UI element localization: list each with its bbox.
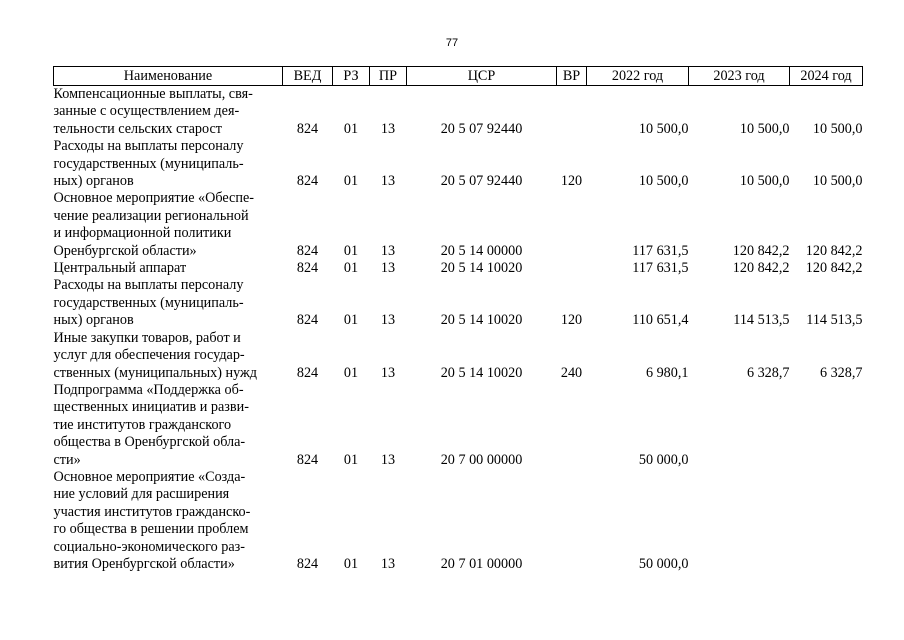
amount-2022-cell: 10 500,0 [638, 173, 689, 190]
amount-2022-cell: 110 651,4 [632, 312, 689, 329]
header-2022: 2022 год [587, 67, 689, 86]
csr-cell: 20 5 14 00000 [440, 242, 523, 259]
ved-cell: 824 [296, 555, 319, 572]
pr-cell: 13 [380, 120, 396, 137]
amount-2024-cell: 6 328,7 [819, 364, 863, 381]
item-name-cell [54, 330, 283, 382]
item-name-cell [54, 190, 283, 260]
header-csr: ЦСР [407, 67, 557, 86]
amount-2023-cell: 114 513,5 [733, 312, 790, 329]
pr-cell: 13 [380, 451, 396, 468]
page-number: 77 [445, 37, 459, 49]
item-name-line: чение реализации региональной [53, 207, 249, 224]
ved-cell: 824 [296, 120, 319, 137]
amount-2023-cell: 120 842,2 [732, 260, 790, 277]
amount-2024-cell [790, 382, 863, 469]
csr-cell: 20 5 14 10020 [440, 312, 523, 329]
vr-cell: 240 [560, 364, 583, 381]
vr-cell [557, 469, 587, 573]
amount-2022-cell: 50 000,0 [638, 555, 689, 572]
rz-cell: 01 [343, 364, 359, 381]
item-name-line: и информационной политики [53, 225, 232, 242]
vr-cell [557, 86, 587, 139]
table-row [54, 138, 863, 190]
item-name-line: Оренбургской области» [53, 242, 197, 259]
amount-2023-cell: 6 328,7 [746, 364, 790, 381]
rz-cell: 01 [343, 555, 359, 572]
header-2023: 2023 год [689, 67, 790, 86]
rz-cell: 01 [343, 260, 359, 277]
csr-cell: 20 5 14 10020 [440, 260, 523, 277]
amount-2024-cell: 114 513,5 [806, 312, 863, 329]
amount-2024-cell: 120 842,2 [805, 242, 863, 259]
amount-2024-cell: 10 500,0 [812, 120, 863, 137]
item-name-line: Расходы на выплаты персоналу [53, 277, 244, 294]
pr-cell: 13 [380, 173, 396, 190]
amount-2024-cell: 120 842,2 [805, 260, 863, 277]
item-name-line: Иные закупки товаров, работ и [53, 329, 241, 346]
item-name-line: государственных (муниципаль- [53, 294, 244, 311]
vr-cell [557, 382, 587, 469]
ved-cell: 824 [296, 451, 319, 468]
amount-2024-cell: 10 500,0 [812, 173, 863, 190]
table-body [54, 86, 863, 574]
item-name-line: Расходы на выплаты персоналу [53, 138, 244, 155]
amount-2022-cell: 6 980,1 [645, 364, 689, 381]
header-name: Наименование [54, 67, 283, 86]
vr-cell: 120 [560, 312, 583, 329]
amount-2022-cell: 117 631,5 [632, 260, 689, 277]
csr-cell: 20 7 00 00000 [440, 451, 523, 468]
rz-cell: 01 [343, 173, 359, 190]
item-name-cell [54, 469, 283, 573]
header-vr: ВР [557, 67, 587, 86]
table-row [54, 190, 863, 260]
table-row [54, 330, 863, 382]
amount-2023-cell [689, 382, 790, 469]
header-rz: РЗ [333, 67, 370, 86]
rz-cell: 01 [343, 312, 359, 329]
amount-2024-cell [790, 469, 863, 573]
item-name-cell [54, 260, 283, 277]
item-name-line: тельности сельских старост [53, 120, 222, 137]
item-name-line: Центральный аппарат [53, 260, 187, 277]
table-row [54, 260, 863, 277]
amount-2023-cell: 10 500,0 [739, 120, 790, 137]
item-name-line: ственных (муниципальных) нужд [53, 364, 258, 381]
table-row [54, 277, 863, 329]
item-name-line: социально-экономического раз- [53, 538, 245, 555]
item-name-line: ных) органов [53, 312, 134, 329]
amount-2022-cell: 50 000,0 [638, 451, 689, 468]
item-name-line: тие институтов гражданского [53, 416, 232, 433]
amount-2022-cell: 117 631,5 [632, 242, 689, 259]
item-name-cell [54, 86, 283, 139]
item-name-line: ных) органов [53, 173, 134, 190]
rz-cell: 01 [343, 451, 359, 468]
header-ved: ВЕД [283, 67, 333, 86]
header-2024: 2024 год [790, 67, 863, 86]
item-name-line: Основное мероприятие «Созда- [53, 468, 246, 485]
item-name-line: услуг для обеспечения государ- [53, 347, 245, 364]
rz-cell: 01 [343, 242, 359, 259]
rz-cell: 01 [343, 120, 359, 137]
amount-2023-cell [689, 469, 790, 573]
pr-cell: 13 [380, 364, 396, 381]
header-pr: ПР [370, 67, 407, 86]
item-name-cell [54, 138, 283, 190]
ved-cell: 824 [296, 312, 319, 329]
pr-cell: 13 [380, 242, 396, 259]
budget-table [53, 66, 863, 573]
vr-cell: 120 [560, 173, 583, 190]
pr-cell: 13 [380, 555, 396, 572]
item-name-line: Компенсационные выплаты, свя- [53, 86, 253, 102]
amount-2023-cell: 120 842,2 [732, 242, 790, 259]
item-name-line: Подпрограмма «Поддержка об- [53, 381, 244, 398]
vr-cell [557, 260, 587, 277]
item-name-line: щественных инициатив и разви- [53, 399, 249, 416]
item-name-cell [54, 382, 283, 469]
item-name-line: государственных (муниципаль- [53, 155, 244, 172]
pr-cell: 13 [380, 312, 396, 329]
ved-cell: 824 [296, 173, 319, 190]
ved-cell: 824 [296, 242, 319, 259]
item-name-line: ние условий для расширения [53, 486, 230, 503]
item-name-line: сти» [53, 451, 81, 468]
amount-2023-cell: 10 500,0 [739, 173, 790, 190]
item-name-line: го общества в решении проблем [53, 521, 249, 538]
vr-cell [557, 190, 587, 260]
header-row [54, 67, 863, 86]
amount-2022-cell: 10 500,0 [638, 120, 689, 137]
csr-cell: 20 5 14 10020 [440, 364, 523, 381]
table-row [54, 382, 863, 469]
item-name-line: вития Оренбургской области» [53, 555, 235, 572]
pr-cell: 13 [380, 260, 396, 277]
csr-cell: 20 7 01 00000 [440, 555, 523, 572]
item-name-cell [54, 277, 283, 329]
ved-cell: 824 [296, 260, 319, 277]
table-row [54, 86, 863, 139]
ved-cell: 824 [296, 364, 319, 381]
item-name-line: общества в Оренбургской обла- [53, 434, 246, 451]
csr-cell: 20 5 07 92440 [440, 173, 523, 190]
item-name-line: занные с осуществлением дея- [53, 103, 240, 120]
table-row [54, 469, 863, 573]
csr-cell: 20 5 07 92440 [440, 120, 523, 137]
item-name-line: Основное мероприятие «Обеспе- [53, 190, 254, 207]
item-name-line: участия институтов гражданско- [53, 503, 251, 520]
